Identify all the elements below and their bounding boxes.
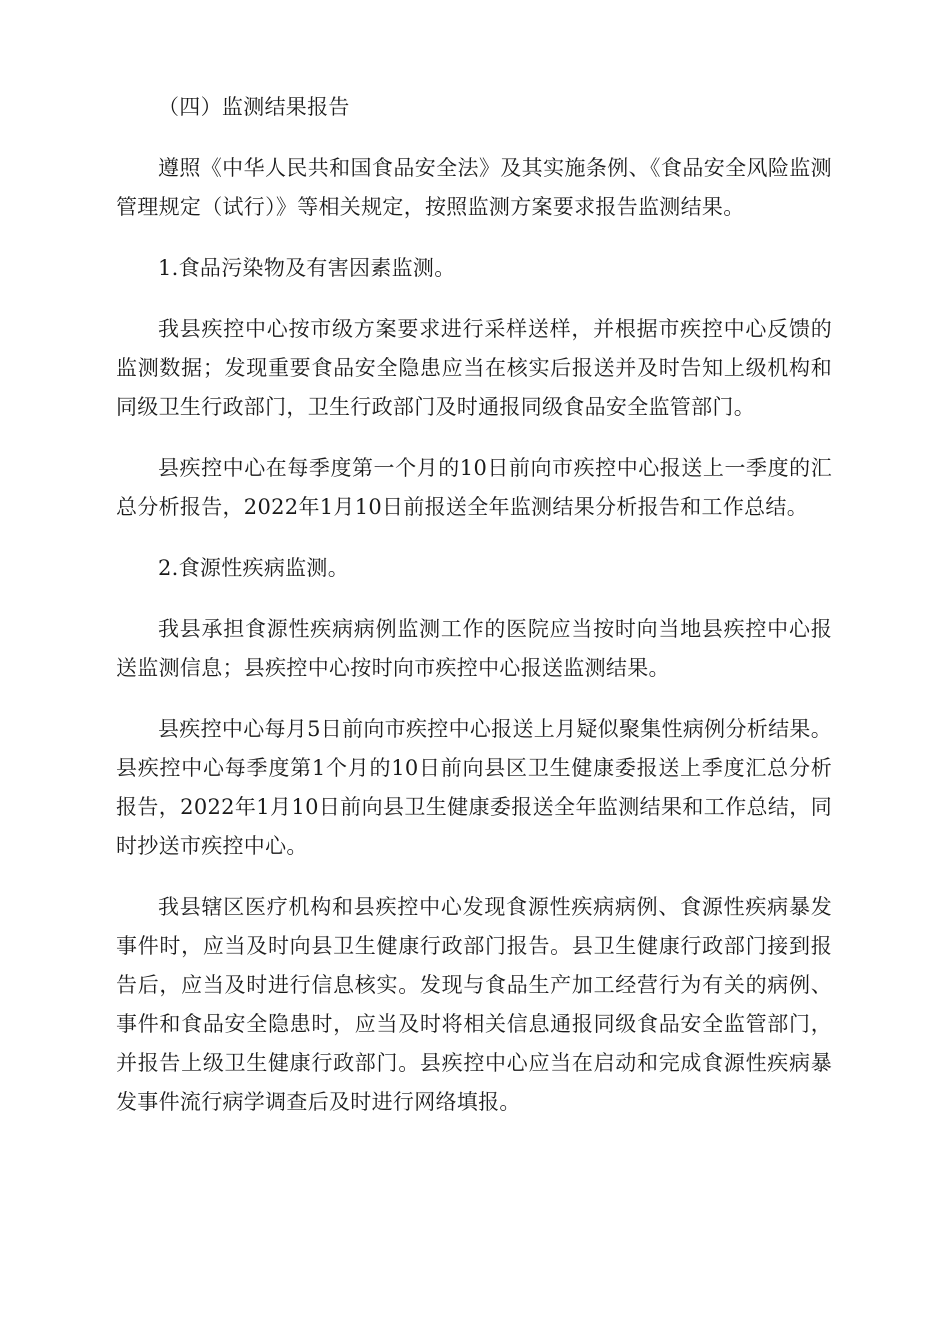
paragraph-outbreak-reporting: 我县辖区医疗机构和县疾控中心发现食源性疾病病例、食源性疾病暴发事件时，应当及时向县卫生健康行政部门报告。县卫生健康行政部门接到报告后，应当及时进行信息核实。发现与食品生产加工经营行为有关的病例、事件和食品安全隐患时，应当及时将相关信息通报同级食品安全监管部门，并报告上级卫生健康行政部门。县疾控中心应当在启动和完成食源性疾病暴发事件流行病学调查后及时进行网络填报。 bbox=[116, 895, 832, 1114]
paragraph-legal-basis: 遵照《中华人民共和国食品安全法》及其实施条例、《食品安全风险监测管理规定（试行）》等相关规定，按照监测方案要求报告监测结果。 bbox=[116, 156, 832, 219]
paragraph-quarterly-report: 县疾控中心在每季度第一个月的10日前向市疾控中心报送上一季度的汇总分析报告，2022年1月10日前报送全年监测结果分析报告和工作总结。 bbox=[116, 456, 832, 519]
section-heading: （四）监测结果报告 bbox=[158, 95, 350, 119]
subheading-contaminant-monitoring: 1.食品污染物及有害因素监测。 bbox=[158, 256, 456, 280]
subheading-foodborne-disease: 2.食源性疾病监测。 bbox=[158, 556, 350, 580]
document-body bbox=[116, 88, 832, 1144]
paragraph-monthly-analysis: 县疾控中心每月5日前向市疾控中心报送上月疑似聚集性病例分析结果。县疾控中心每季度第1个月的10日前向县区卫生健康委报送上季度汇总分析报告，2022年1月10日前向县卫生健康委报送全年监测结果和工作总结，同时抄送市疾控中心。 bbox=[116, 717, 832, 858]
paragraph-hospital-reporting: 我县承担食源性疾病病例监测工作的医院应当按时向当地县疾控中心报送监测信息；县疾控中心按时向市疾控中心报送监测结果。 bbox=[116, 617, 832, 680]
paragraph-sampling: 我县疾控中心按市级方案要求进行采样送样，并根据市疾控中心反馈的监测数据；发现重要食品安全隐患应当在核实后报送并及时告知上级机构和同级卫生行政部门，卫生行政部门及时通报同级食品安全监管部门。 bbox=[116, 317, 832, 419]
